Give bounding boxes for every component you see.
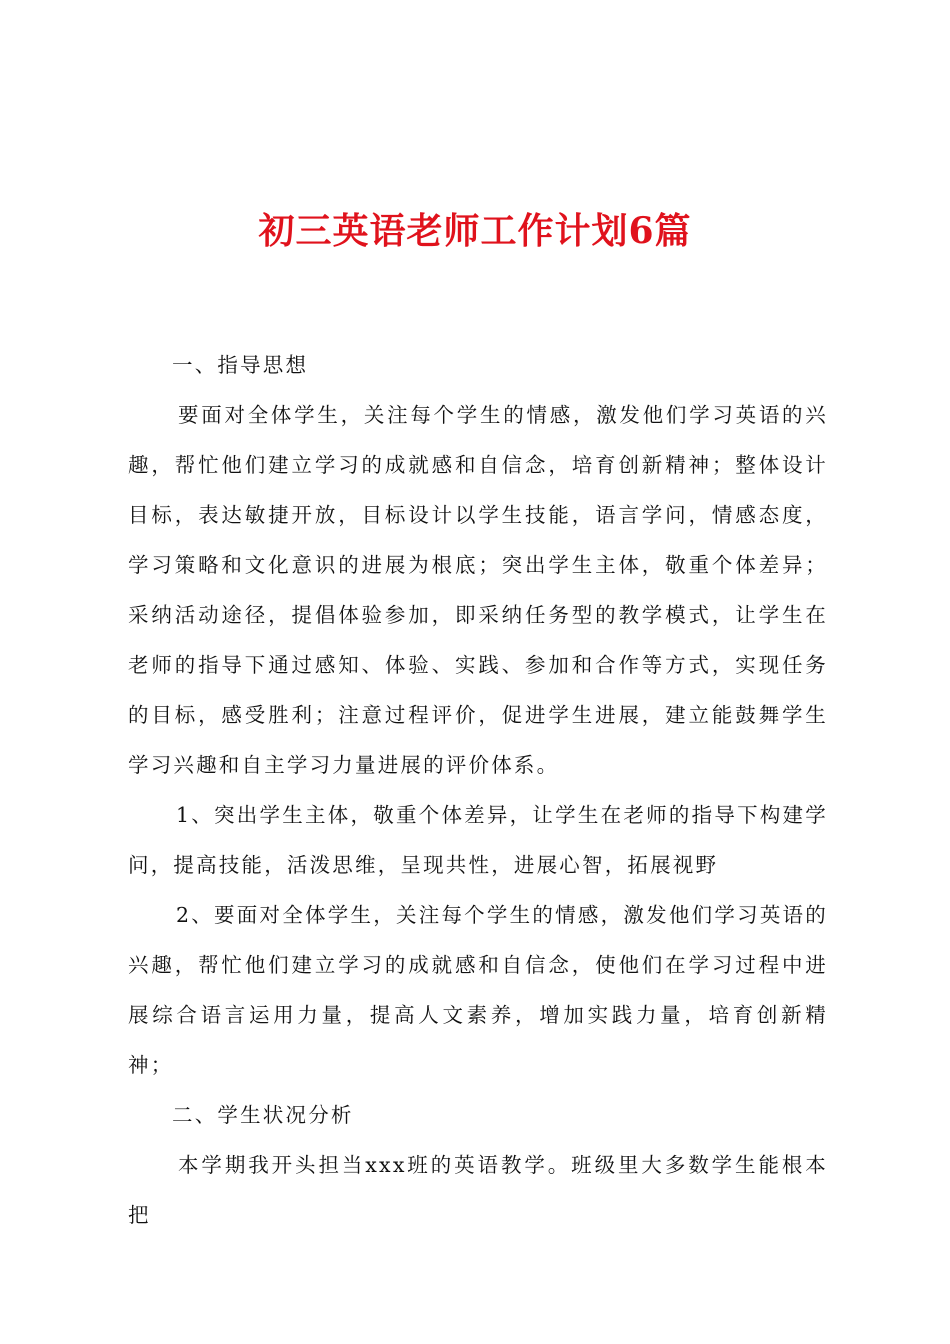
section-heading-student-analysis: 二、学生状况分析 [172,1103,354,1127]
document-title: 初三英语老师工作计划6篇 [258,210,692,252]
list-item-2: 2、要面对全体学生，关注每个学生的情感，激发他们学习英语的兴趣，帮忙他们建立学习的成就感和自信念，使他们在学习过程中进展综合语言运用力量，提高人文素养，增加实践力量，培育创新精神； [128,903,828,1077]
document-body [128,340,828,1240]
section-heading-guiding-ideology: 一、指导思想 [172,353,309,377]
paragraph-student-analysis: 本学期我开头担当xxx班的英语教学。班级里大多数学生能根本把 [128,1153,828,1227]
paragraph-guiding-ideology: 要面对全体学生，关注每个学生的情感，激发他们学习英语的兴趣，帮忙他们建立学习的成就感和自信念，培育创新精神；整体设计目标，表达敏捷开放，目标设计以学生技能，语言学问，情感态度，学习策略和文化意识的进展为根底；突出学生主体，敬重个体差异；采纳活动途径，提倡体验参加，即采纳任务型的教学模式，让学生在老师的指导下通过感知、体验、实践、参加和合作等方式，实现任务的目标，感受胜利；注意过程评价，促进学生进展，建立能鼓舞学生学习兴趣和自主学习力量进展的评价体系。 [128,403,828,777]
list-item-1: 1、突出学生主体，敬重个体差异，让学生在老师的指导下构建学问，提高技能，活泼思维，呈现共性，进展心智，拓展视野 [128,803,828,877]
